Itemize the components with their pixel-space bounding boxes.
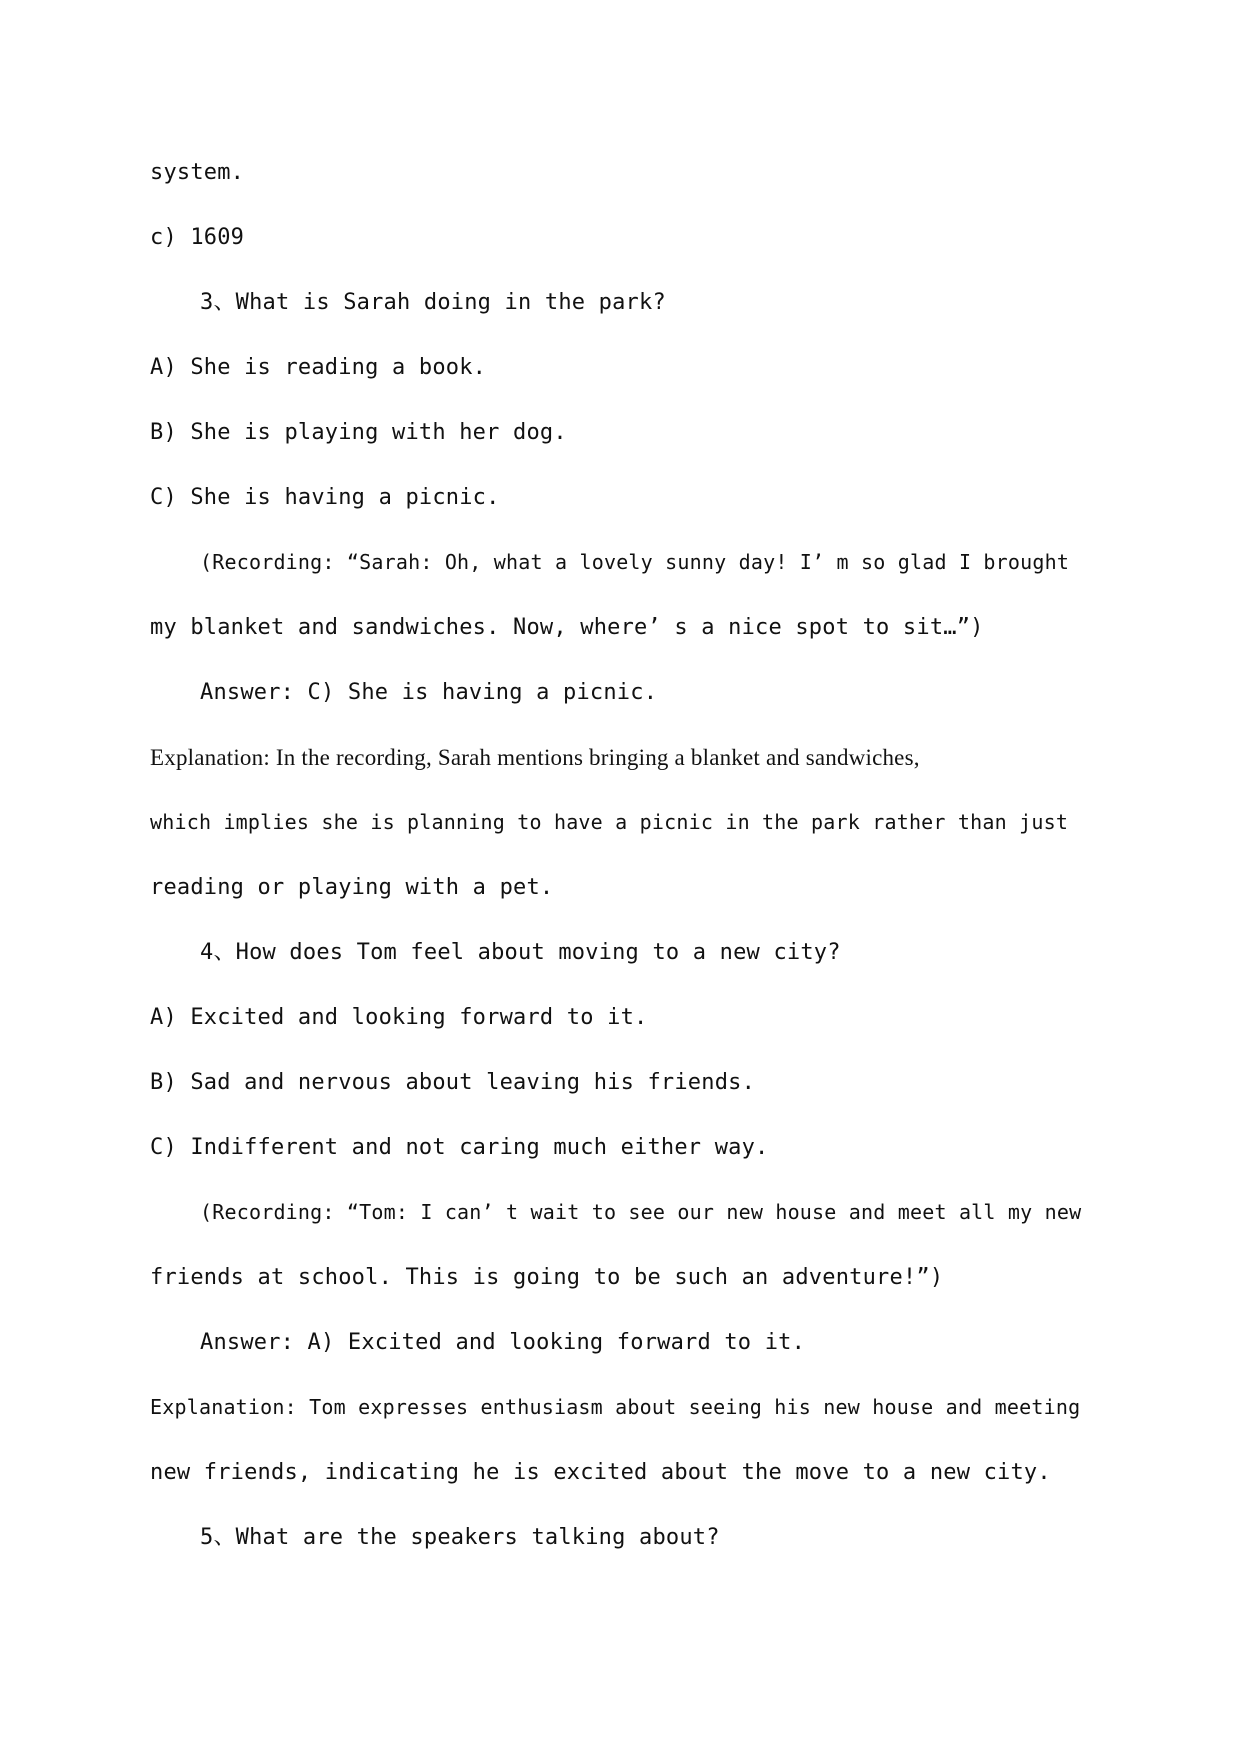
- explanation-q3-line-1: Explanation: In the recording, Sarah mentions bringing a blanket and sandwiches,: [150, 745, 920, 770]
- option-a-q3: A) She is reading a book.: [150, 355, 487, 380]
- question-5-heading: 5、What are the speakers talking about?: [200, 1525, 720, 1550]
- option-b-q4: B) Sad and nervous about leaving his friends.: [150, 1070, 756, 1095]
- explanation-q4-line-2: new friends, indicating he is excited about the move to a new city.: [150, 1460, 1051, 1485]
- answer-q4: Answer: A) Excited and looking forward to it.: [200, 1330, 806, 1355]
- recording-q3-line-2: my blanket and sandwiches. Now, where’ s a nice spot to sit…”): [150, 615, 984, 640]
- recording-q4-line-1: (Recording: “Tom: I can’ t wait to see our new house and meet all my new: [200, 1200, 1082, 1224]
- option-c-q4: C) Indifferent and not caring much either way.: [150, 1135, 769, 1160]
- document-body: [150, 140, 1090, 1570]
- explanation-q4-line-1: Explanation: Tom expresses enthusiasm about seeing his new house and meeting: [150, 1395, 1081, 1419]
- option-a-q4: A) Excited and looking forward to it.: [150, 1005, 648, 1030]
- question-4-heading: 4、How does Tom feel about moving to a new city?: [200, 940, 841, 965]
- explanation-q3-line-2: which implies she is planning to have a picnic in the park rather than just: [150, 810, 1069, 834]
- answer-q3: Answer: C) She is having a picnic.: [200, 680, 658, 705]
- recording-q4-line-2: friends at school. This is going to be such an adventure!”): [150, 1265, 944, 1290]
- question-3-heading: 3、What is Sarah doing in the park?: [200, 290, 666, 315]
- option-c-q3: C) She is having a picnic.: [150, 485, 500, 510]
- text-line-question-2-end: system.: [150, 160, 245, 185]
- explanation-q3-line-3: reading or playing with a pet.: [150, 875, 554, 900]
- option-b-q3: B) She is playing with her dog.: [150, 420, 567, 445]
- text-line-option-c-q2: c) 1609: [150, 225, 245, 250]
- recording-q3-line-1: (Recording: “Sarah: Oh, what a lovely sunny day! I’ m so glad I brought: [200, 550, 1070, 574]
